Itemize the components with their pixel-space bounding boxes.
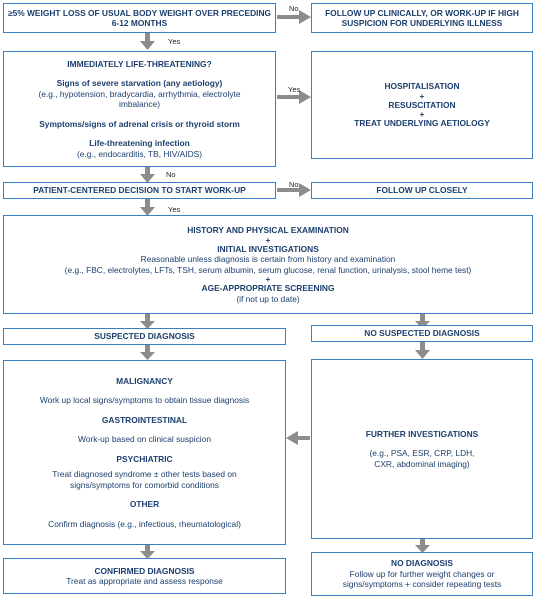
diagnosis-categories-box	[3, 360, 286, 545]
suspected-diagnosis-text: SUSPECTED DIAGNOSIS	[94, 331, 195, 342]
gastrointestinal-heading: GASTROINTESTINAL	[101, 414, 188, 425]
arrow-workup-to-nosuspected-shaft	[420, 314, 425, 322]
confirmed-diagnosis-text: Treat as appropriate and assess response	[66, 576, 223, 586]
hospitalisation-text: HOSPITALISATION	[384, 81, 460, 92]
workup-plus-1: +	[265, 234, 271, 245]
confirmed-diagnosis-heading: CONFIRMED DIAGNOSIS	[94, 565, 195, 576]
decision-box	[3, 182, 276, 199]
reasonable-text: Reasonable unless diagnosis is certain from history and examination	[140, 254, 396, 264]
other-heading: OTHER	[129, 499, 160, 510]
arrow-lifethreat-to-decision-shaft	[145, 166, 150, 175]
edge-label-yes-3: Yes	[168, 205, 181, 214]
starvation-detail-1: (e.g., hypotension, bradycardia, arrhythmia, electrolyte	[38, 88, 241, 99]
start-line-1: ≥5% WEIGHT LOSS OF USUAL BODY WEIGHT OVER PRECEDING	[8, 7, 272, 18]
no-suspected-diagnosis-text: NO SUSPECTED DIAGNOSIS	[364, 328, 480, 339]
edge-label-yes-2: Yes	[288, 85, 301, 94]
arrow-suspected-to-categories-shaft	[145, 345, 150, 353]
edge-label-no-1: No	[289, 4, 299, 13]
not-up-to-date-text: (if not up to date)	[236, 293, 300, 304]
follow-up-illness-line-1: FOLLOW UP CLINICALLY, OR WORK-UP IF HIGH	[325, 7, 519, 18]
arrow-workup-to-suspected-shaft	[145, 314, 150, 322]
treat-aetiology-text: TREAT UNDERLYING AETIOLOGY	[354, 118, 490, 129]
workup-plus-2: +	[265, 274, 271, 284]
edge-label-no-3: No	[289, 180, 299, 189]
follow-closely-text: FOLLOW UP CLOSELY	[376, 185, 468, 196]
history-exam-text: HISTORY AND PHYSICAL EXAMINATION	[187, 225, 349, 235]
confirmed-diagnosis-box	[3, 558, 286, 594]
arrow-further-to-categories-shaft	[298, 436, 310, 440]
arrow-categories-to-confirmed-shaft	[145, 545, 150, 552]
follow-closely-box	[311, 182, 533, 199]
life-threatening-title: IMMEDIATELY LIFE-THREATENING?	[67, 58, 212, 69]
decision-text: PATIENT-CENTERED DECISION TO START WORK-UP	[33, 185, 246, 196]
adrenal-thyroid-text: Symptoms/signs of adrenal crisis or thyroid storm	[39, 118, 240, 129]
start-line-2: 6-12 MONTHS	[111, 18, 168, 28]
start-weight-loss-box	[3, 3, 276, 33]
arrow-start-to-lifethreat-shaft	[145, 33, 150, 42]
life-threatening-box	[3, 51, 276, 167]
arrow-further-to-nodiagnosis-shaft	[420, 538, 425, 546]
age-screening-text: AGE-APPROPRIATE SCREENING	[201, 283, 335, 293]
investigation-examples: (e.g., FBC, electrolytes, LFTs, TSH, serum albumin, serum glucose, renal function, urinalysis, stool heme test)	[64, 264, 472, 275]
arrow-decision-to-followclosely-head	[299, 183, 311, 197]
plus-2: +	[419, 109, 425, 120]
arrow-nosuspected-to-further-shaft	[420, 342, 425, 351]
arrow-start-to-followup-shaft	[277, 15, 299, 19]
workup-box	[3, 215, 533, 314]
no-diagnosis-heading: NO DIAGNOSIS	[391, 558, 453, 569]
malignancy-heading: MALIGNANCY	[116, 375, 173, 386]
further-investigations-box	[311, 359, 533, 539]
further-investigations-text-1: (e.g., PSA, ESR, CRP, LDH,	[369, 448, 475, 459]
psychiatric-text-2: signs/symptoms for comorbid conditions	[70, 479, 219, 490]
infection-detail: (e.g., endocarditis, TB, HIV/AIDS)	[76, 148, 203, 159]
arrow-decision-to-workup-shaft	[145, 199, 150, 208]
psychiatric-text-1: Treat diagnosed syndrome ± other tests based on	[52, 469, 237, 480]
suspected-diagnosis-box	[3, 328, 286, 345]
arrow-start-to-followup-head	[299, 10, 311, 24]
no-diagnosis-box	[311, 552, 533, 596]
malignancy-text: Work up local signs/symptoms to obtain tissue diagnosis	[39, 395, 250, 406]
no-suspected-diagnosis-box	[311, 325, 533, 342]
edge-label-yes-1: Yes	[168, 37, 181, 46]
arrow-further-to-categories-head	[286, 431, 298, 445]
other-text: Confirm diagnosis (e.g., infectious, rheumatological)	[48, 518, 241, 529]
arrow-start-to-lifethreat-head	[140, 41, 155, 50]
starvation-detail-2: imbalance)	[119, 99, 160, 110]
arrow-suspected-to-categories-head	[140, 352, 155, 360]
arrow-lifethreat-to-hosp-shaft	[277, 95, 299, 99]
follow-up-illness-box	[311, 3, 533, 33]
no-diagnosis-text-1: Follow up for further weight changes or	[349, 568, 495, 579]
follow-up-illness-line-2: SUSPICION FOR UNDERLYING ILLNESS	[341, 18, 503, 28]
starvation-heading: Signs of severe starvation (any aetiology)	[56, 78, 223, 89]
arrow-nosuspected-to-further-head	[415, 350, 430, 359]
gastrointestinal-text: Work-up based on clinical suspicion	[78, 434, 211, 445]
arrow-lifethreat-to-hosp-head	[299, 90, 311, 104]
resuscitation-text: RESUSCITATION	[388, 99, 456, 110]
infection-heading: Life-threatening infection	[89, 138, 190, 149]
further-investigations-heading: FURTHER INVESTIGATIONS	[365, 428, 479, 439]
further-investigations-text-2: CXR, abdominal imaging)	[374, 458, 470, 469]
initial-investigations-text: INITIAL INVESTIGATIONS	[217, 243, 319, 254]
edge-label-no-2: No	[166, 170, 176, 179]
no-diagnosis-text-2: signs/symptoms + consider repeating tests	[342, 579, 502, 590]
hospitalisation-box	[311, 51, 533, 159]
psychiatric-heading: PSYCHIATRIC	[116, 453, 173, 464]
plus-1: +	[419, 90, 425, 101]
